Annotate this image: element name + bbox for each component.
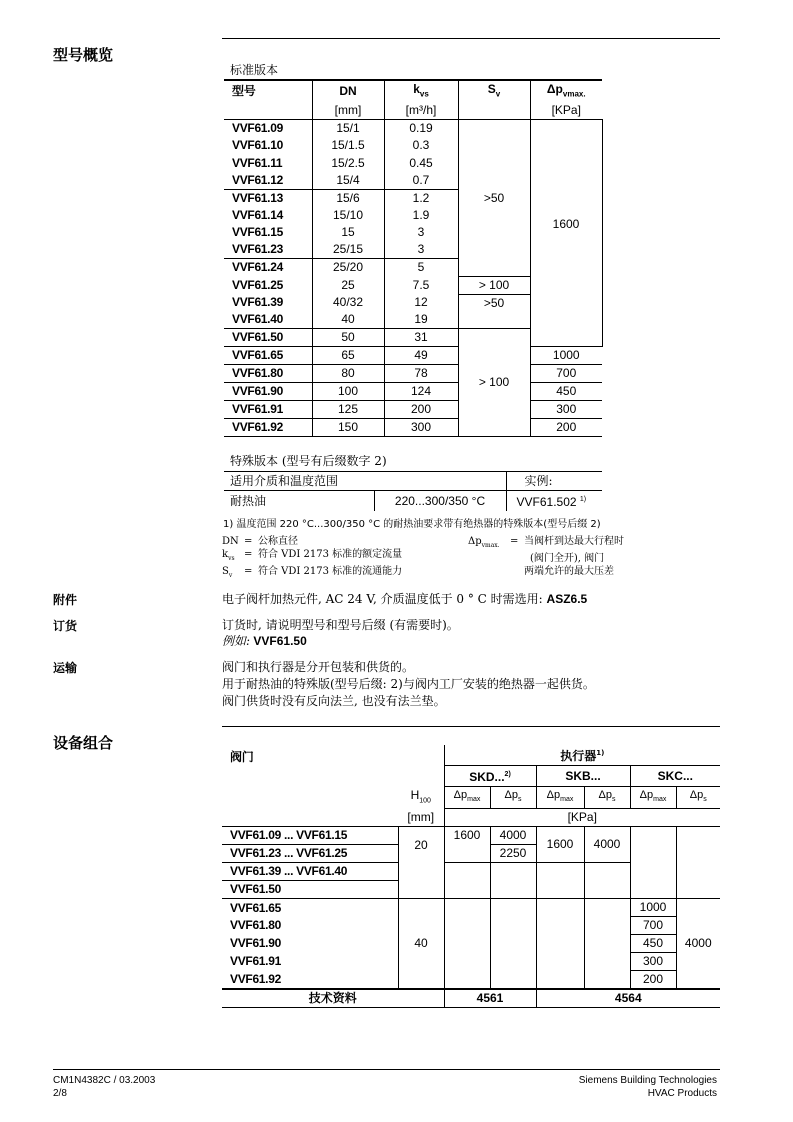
combination-table: 阀门 执行器$^{1)}$ SKD...$^{2)}$ SKB... SKC... $H_{100}$ $\Delta p_{max}$ $\Delta p_s$ $\Delta p_{max}$ $\Delta p_s$ $\Delta p_{max}$ $\Delta p_s$ [mm] [KPa] VVF61.09 ... VVF61.15 20 1600 4000 1600 4000 VVF61.23 ... VVF61.25 2250 VVF61.39 ... VVF61.40 VVF61.50 VVF61.65 40 1000 4000 VVF61.80 700 VVF61.90 450 VVF61.91 300 VVF61.92 200 技术资料 4561 4564 xyxy=(222,745,720,1008)
header-dn: DN xyxy=(312,80,384,102)
special-version-table xyxy=(224,471,602,511)
header-actuator: 执行器$^{1)}$ xyxy=(444,745,720,766)
special-medium: 耐热油 xyxy=(230,494,267,508)
table-row: VVF61.23 25/15 3 xyxy=(224,241,602,259)
header-sv: $S_v$ xyxy=(458,80,530,102)
footer-right xyxy=(579,1074,717,1100)
table-row: VVF61.65 65 49 1000 xyxy=(224,347,602,365)
section-heading-accessories: 附件 xyxy=(53,593,78,607)
table-row: VVF61.15 15 3 xyxy=(224,224,602,241)
header-h100: $H_{100}$ xyxy=(410,787,431,804)
table-row: VVF61.09 ... VVF61.15 20 1600 4000 1600 4000 xyxy=(222,827,720,845)
table-row: VVF61.90 450 xyxy=(222,935,720,953)
accessories-text: 电子阀杆加热元件, AC 24 V, 介质温度低于 0 ° C 时需选用: ASZ6.5 xyxy=(222,592,588,606)
section-heading-overview: 型号概览 xyxy=(53,46,114,64)
table-row: VVF61.91 300 xyxy=(222,953,720,971)
header-kvs: $k_{vs}$ xyxy=(384,80,458,102)
legend-dn: DN = 公称直径 xyxy=(222,536,298,547)
standard-version-title: 标准版本 xyxy=(230,63,279,77)
h-20: 20 xyxy=(398,827,444,899)
header-dp: $\Delta p_{vmax.}$ xyxy=(530,80,602,102)
tech-data-label: 技术资料 xyxy=(222,989,444,1008)
delivery-line-2: 用于耐热油的特殊版(型号后缀: 2)与阀内工厂安装的绝热器一起供货。 xyxy=(222,677,595,691)
combination-rule xyxy=(222,726,720,727)
table-row: VVF61.92 150 300 200 xyxy=(224,419,602,437)
footer-rule xyxy=(53,1069,720,1070)
table-row: VVF61.92 200 xyxy=(222,971,720,990)
ordering-example: 例如: VVF61.50 xyxy=(222,634,307,648)
table-row: VVF61.23 ... VVF61.25 2250 xyxy=(222,845,720,863)
skc-dpmax-1000: 1000 xyxy=(630,899,676,917)
legend-right xyxy=(468,535,668,578)
section-heading-combination: 设备组合 xyxy=(53,734,114,752)
table-row: VVF61.12 15/4 0.7 xyxy=(224,172,602,190)
special-header-medium: 适用介质和温度范围 xyxy=(224,472,506,491)
table-row: VVF61.14 15/10 1.9 xyxy=(224,207,602,224)
special-version-title: 特殊版本 (型号有后缀数字 2) xyxy=(230,454,387,468)
unit-kvs: [m³/h] xyxy=(384,102,458,120)
table-row: VVF61.39 40/32 12 >50 xyxy=(224,294,602,311)
header-skd: SKD...$^{2)}$ xyxy=(444,766,536,787)
table-row: VVF61.39 ... VVF61.40 xyxy=(222,863,720,881)
top-rule xyxy=(222,38,720,39)
legend-dp-line3: 两端允许的最大压差 xyxy=(524,566,614,577)
delivery-line-3: 阀门供货时没有反向法兰, 也没有法兰垫。 xyxy=(222,694,446,708)
table-row: VVF61.10 15/1.5 0.3 xyxy=(224,137,602,154)
sv-group-b: > 100 xyxy=(458,276,530,294)
footer-company: Siemens Building Technologies xyxy=(578,1075,717,1086)
table-row: VVF61.65 40 1000 4000 xyxy=(222,899,720,917)
legend-left xyxy=(222,535,472,582)
sv-group-c: >50 xyxy=(458,294,530,329)
header-skc: SKC... xyxy=(630,766,720,787)
table-row: VVF61.50 xyxy=(222,881,720,899)
header-h-unit: [mm] xyxy=(398,809,444,827)
sv-group-d: > 100 xyxy=(458,329,530,437)
special-temp: 220...300/350 °C xyxy=(374,491,506,512)
ordering-text: 订货时, 请说明型号和型号后缀 (有需要时)。 xyxy=(222,618,459,632)
tech-data-sk: 4564 xyxy=(536,989,720,1008)
table-row: VVF61.91 125 200 300 xyxy=(224,401,602,419)
table-row: VVF61.80 80 78 700 xyxy=(224,365,602,383)
footnote-1: 1) 温度范围 220 °C...300/350 °C 的耐热油要求带有绝热器的特殊版本(型号后缀 2) xyxy=(223,519,601,530)
footer-page-number: 2/8 xyxy=(53,1088,67,1099)
skd-dpmax: 1600 xyxy=(444,827,490,863)
legend-sv: $S_v$ = 符合 VDI 2173 标准的流通能力 xyxy=(222,566,403,579)
skb-dpmax: 1600 xyxy=(536,827,584,863)
tech-data-row xyxy=(222,989,720,1008)
table-row: VVF61.80 700 xyxy=(222,917,720,935)
special-example: VVF61.502 $^{1)}$ xyxy=(506,491,602,512)
footer-left xyxy=(53,1074,155,1100)
table-header-row xyxy=(224,80,602,102)
special-header-example: 实例: xyxy=(506,472,602,491)
dp-main: 1600 xyxy=(530,120,602,329)
tech-data-skd: 4561 xyxy=(444,989,536,1008)
h-40: 40 xyxy=(398,899,444,990)
legend-dp-line2: (阀门全开), 阀门 xyxy=(530,553,605,564)
skc-dps: 4000 xyxy=(676,899,720,990)
sv-group-a: >50 xyxy=(458,120,530,276)
header-skb: SKB... xyxy=(536,766,630,787)
delivery-line-1: 阀门和执行器是分开包装和供货的。 xyxy=(222,660,415,674)
table-row: VVF61.09 15/1 0.19 >50 1600 xyxy=(224,120,602,138)
table-row: VVF61.25 25 7.5 > 100 xyxy=(224,276,602,294)
table-unit-row xyxy=(224,102,602,120)
table-row: VVF61.24 25/20 5 xyxy=(224,259,602,277)
skb-dps: 4000 xyxy=(584,827,630,863)
table-row: VVF61.13 15/6 1.2 xyxy=(224,189,602,207)
skd-dps-b: 2250 xyxy=(490,845,536,863)
skd-dps-a: 4000 xyxy=(490,827,536,845)
unit-dn: [mm] xyxy=(312,102,384,120)
section-heading-delivery: 运输 xyxy=(53,661,78,675)
footer-division: HVAC Products xyxy=(647,1088,717,1099)
model-overview-table xyxy=(224,79,603,437)
header-kpa: [KPa] xyxy=(444,809,720,827)
unit-dp: [KPa] xyxy=(530,102,602,120)
table-row: VVF61.50 50 31 > 100 xyxy=(224,329,602,347)
footer-doc-id: CM1N4382C / 03.2003 xyxy=(53,1075,156,1086)
table-row: VVF61.90 100 124 450 xyxy=(224,383,602,401)
header-type: 型号 xyxy=(224,80,312,102)
section-heading-ordering: 订货 xyxy=(53,619,78,633)
header-valve: 阀门 xyxy=(230,750,254,764)
table-row: VVF61.11 15/2.5 0.45 xyxy=(224,155,602,172)
legend-kvs: $k_{vs}$ = 符合 VDI 2173 标准的额定流量 xyxy=(222,549,403,562)
legend-dp: $\Delta p_{vmax.}$ = 当阀杆到达最大行程时 xyxy=(468,536,624,549)
table-row: VVF61.40 40 19 xyxy=(224,311,602,329)
